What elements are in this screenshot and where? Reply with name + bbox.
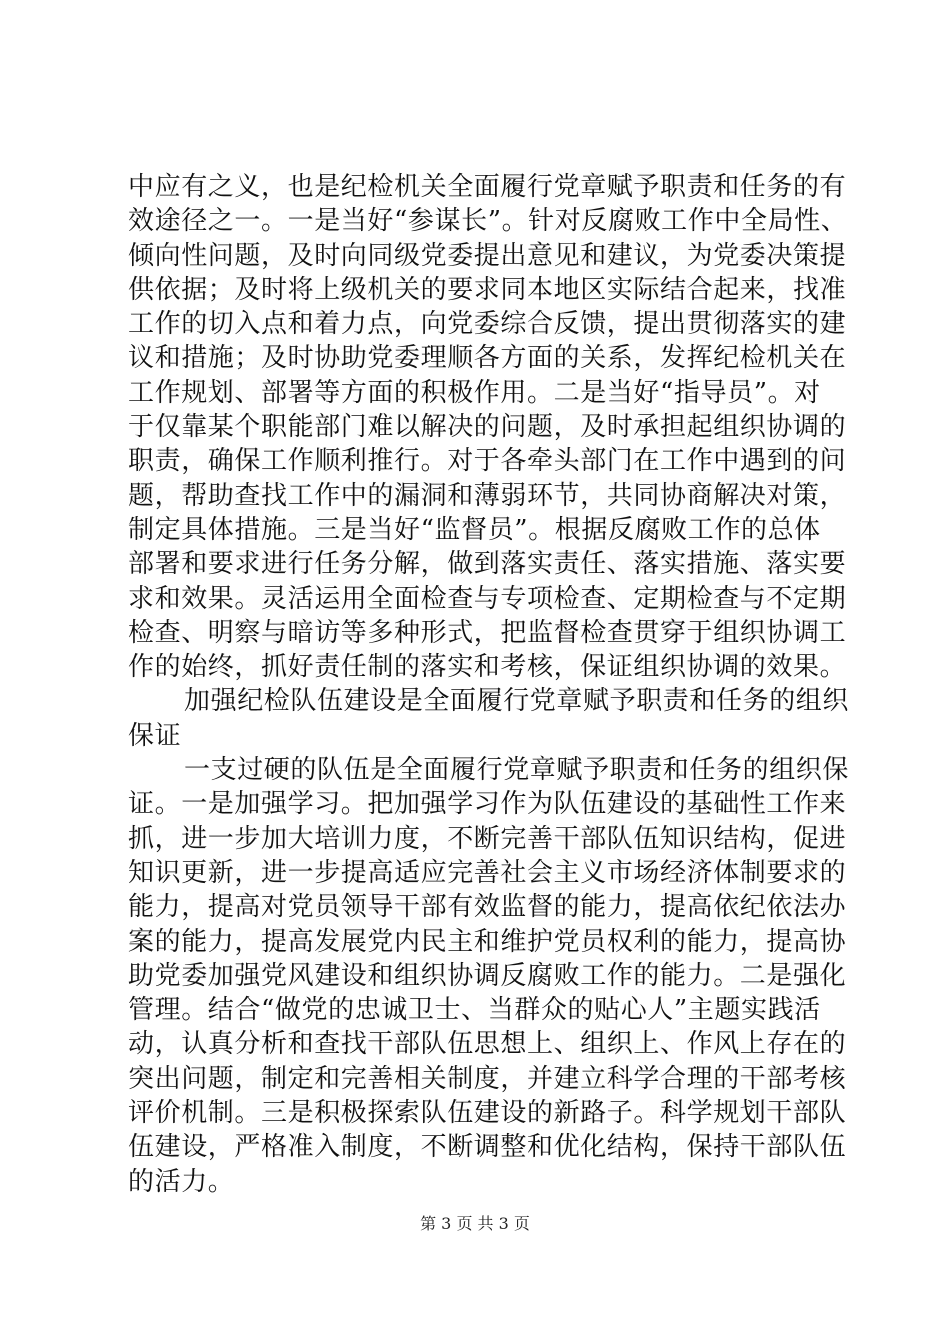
text-line: 知识更新，进一步提高适应完善社会主义市场经济体制要求的 — [128, 857, 847, 888]
text-line: 抓，进一步加大培训力度，不断完善干部队伍知识结构，促进 — [128, 823, 847, 854]
text-line: 倾向性问题，及时向同级党委提出意见和建议，为党委决策提 — [128, 240, 847, 271]
text-line: 一支过硬的队伍是全面履行党章赋予职责和任务的组织保 — [184, 755, 850, 786]
text-line: 工作规划、部署等方面的积极作用。二是当好“指导员”。对 — [128, 377, 821, 408]
text-line: 评价机制。三是积极探索队伍建设的新路子。科学规划干部队 — [128, 1098, 847, 1129]
text-line: 证。一是加强学习。把加强学习作为队伍建设的基础性工作来 — [128, 789, 847, 820]
text-line: 伍建设，严格准入制度，不断调整和优化结构，保持干部队伍 — [128, 1132, 847, 1163]
text-line: 工作的切入点和着力点，向党委综合反馈，提出贯彻落实的建 — [128, 309, 847, 340]
text-line: 检查、明察与暗访等多种形式，把监督检查贯穿于组织协调工 — [128, 617, 847, 648]
page-number-footer: 第 3 页 共 3 页 — [420, 1214, 530, 1233]
body-text — [128, 170, 850, 1199]
text-line: 制定具体措施。三是当好“监督员”。根据反腐败工作的总体 — [128, 514, 821, 545]
text-line: 于仅靠某个职能部门难以解决的问题，及时承担起组织协调的 — [128, 412, 847, 443]
section-heading-line: 加强纪检队伍建设是全面履行党章赋予职责和任务的组织 — [184, 686, 850, 717]
text-line: 职责，确保工作顺利推行。对于各牵头部门在工作中遇到的问 — [128, 446, 847, 477]
text-line: 能力，提高对党员领导干部有效监督的能力，提高依纪依法办 — [128, 892, 847, 923]
text-line: 议和措施；及时协助党委理顺各方面的关系，发挥纪检机关在 — [128, 343, 847, 374]
text-line: 供依据；及时将上级机关的要求同本地区实际结合起来，找准 — [128, 274, 847, 305]
text-line: 中应有之义，也是纪检机关全面履行党章赋予职责和任务的有 — [128, 172, 847, 202]
text-line: 动，认真分析和查找干部队伍思想上、组织上、作风上存在的 — [128, 1029, 847, 1060]
text-line: 作的始终，抓好责任制的落实和考核，保证组织协调的效果。 — [128, 652, 847, 683]
text-line: 题，帮助查找工作中的漏洞和薄弱环节，共同协商解决对策， — [128, 480, 847, 511]
text-line: 求和效果。灵活运用全面检查与专项检查、定期检查与不定期 — [128, 583, 847, 614]
text-line: 管理。结合“做党的忠诚卫士、当群众的贴心人”主题实践活 — [128, 995, 821, 1026]
text-line: 效途径之一。一是当好“参谋长”。针对反腐败工作中全局性、 — [128, 206, 848, 237]
text-line: 案的能力，提高发展党内民主和维护党员权利的能力，提高协 — [128, 926, 847, 957]
section-heading-line: 保证 — [128, 720, 182, 751]
text-line: 助党委加强党风建设和组织协调反腐败工作的能力。二是强化 — [128, 960, 847, 991]
text-line: 的活力。 — [128, 1166, 235, 1197]
text-line: 部署和要求进行任务分解，做到落实责任、落实措施、落实要 — [128, 549, 847, 580]
text-line: 突出问题，制定和完善相关制度，并建立科学合理的干部考核 — [128, 1063, 847, 1094]
